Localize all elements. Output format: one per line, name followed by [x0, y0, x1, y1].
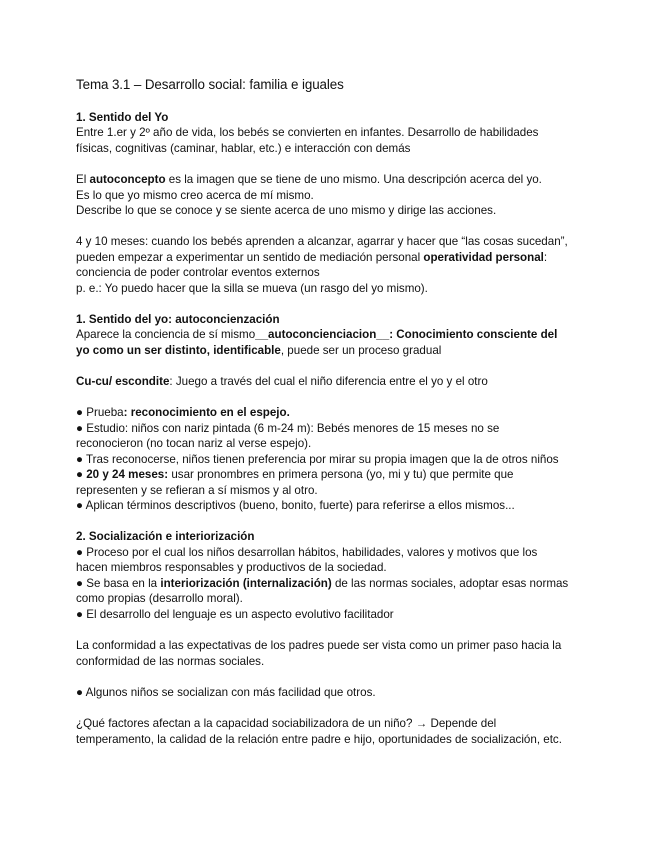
bullet-continuation: hacen miembros responsables y productivos de la sociedad. — [76, 561, 387, 574]
bullet-item: ● Tras reconocerse, niños tienen preferencia por mirar su propia imagen que la de otros niños — [76, 453, 559, 466]
paragraph-line: ¿Qué factores afectan a la capacidad sociabilizadora de un niño? → Depende del — [76, 717, 497, 730]
paragraph-line: conciencia de poder controlar eventos externos — [76, 266, 320, 279]
bold-term: : Conocimiento consciente del — [389, 328, 558, 341]
text-run: ● Se basa en la — [76, 577, 161, 590]
bullet-continuation: como propias (desarrollo moral). — [76, 592, 243, 605]
paragraph-line — [76, 343, 441, 358]
paragraph-line: Entre 1.er y 2º año de vida, los bebés se convierten en infantes. Desarrollo de habilidades — [76, 126, 539, 139]
section-heading-socializacion: 2. Socialización e interiorización — [76, 530, 255, 543]
page-title: Tema 3.1 – Desarrollo social: familia e iguales — [76, 77, 344, 92]
paragraph-line — [76, 327, 557, 342]
text-run: El — [76, 173, 90, 186]
bold-term: 20 y 24 meses: — [86, 468, 169, 481]
paragraph-line: 4 y 10 meses: cuando los bebés aprenden a alcanzar, agarrar y hacer que “las cosas sucedan”, — [76, 235, 568, 248]
paragraph-line: Describe lo que se conoce y se siente acerca de uno mismo y dirige las acciones. — [76, 204, 497, 217]
bold-term: operatividad personal — [423, 251, 544, 264]
bullet-continuation: representen y se refieran a sí mismos y al otro. — [76, 484, 318, 497]
paragraph-line: p. e.: Yo puedo hacer que la silla se mueva (un rasgo del yo mismo). — [76, 282, 428, 295]
paragraph-line: temperamento, la calidad de la relación entre padre e hijo, oportunidades de socialización, etc. — [76, 733, 562, 746]
section-heading-sentido-del-yo: 1. Sentido del Yo — [76, 111, 169, 124]
paragraph-line-cucu — [76, 374, 488, 389]
bold-term: autoconcepto — [89, 173, 166, 186]
bold-term: Cu-cu/ escondite — [76, 375, 170, 388]
bullet-item: ● Aplican términos descriptivos (bueno, bonito, fuerte) para referirse a ellos mismos... — [76, 499, 515, 512]
text-run: : — [543, 251, 548, 264]
bold-term: interiorización (internalización) — [160, 577, 332, 590]
bullet-item: ● Estudio: niños con nariz pintada (6 m-24 m): Bebés menores de 15 meses no se — [76, 422, 500, 435]
bold-term: : reconocimiento en el espejo. — [123, 406, 290, 419]
bullet-item — [76, 467, 514, 482]
text-run: pueden empezar a experimentar un sentido de mediación personal — [76, 251, 424, 264]
text-run: Aparece la conciencia de sí mismo — [76, 328, 256, 341]
bullet-item: ● Proceso por el cual los niños desarrollan hábitos, habilidades, valores y motivos que los — [76, 546, 538, 559]
paragraph-line: conformidad de las normas sociales. — [76, 655, 265, 668]
text-run: ● — [76, 468, 87, 481]
text-run: : Juego a través del cual el niño diferencia entre el yo y el otro — [169, 375, 488, 388]
paragraph-line-autoconcepto — [76, 172, 542, 187]
bold-term: yo como un ser distinto, identificable — [76, 344, 281, 357]
bullet-item — [76, 576, 568, 591]
section-heading-autoconcienzacion: 1. Sentido del yo: autoconcienzación — [76, 313, 280, 326]
text-run: de las normas sociales, adoptar esas normas — [331, 577, 569, 590]
text-run: es la imagen que se tiene de uno mismo. Una descripción acerca del yo. — [165, 173, 542, 186]
paragraph-line: Es lo que yo mismo creo acerca de mí mismo. — [76, 189, 314, 202]
paragraph-line: La conformidad a las expectativas de los padres puede ser vista como un primer paso hacia la — [76, 639, 562, 652]
paragraph-line: físicas, cognitivas (caminar, hablar, etc.) e interacción con demás — [76, 142, 411, 155]
text-run: , puede ser un proceso gradual — [280, 344, 442, 357]
bullet-item: ● El desarrollo del lenguaje es un aspecto evolutivo facilitador — [76, 608, 394, 621]
bullet-item — [76, 405, 290, 420]
paragraph-line-operatividad — [76, 250, 547, 265]
bullet-item: ● Algunos niños se socializan con más facilidad que otros. — [76, 686, 376, 699]
bullet-continuation: reconocieron (no tocan nariz al verse espejo). — [76, 437, 312, 450]
text-run: ● Prueba — [76, 406, 124, 419]
text-run: usar pronombres en primera persona (yo, mi y tu) que permite que — [168, 468, 514, 481]
bold-term: __autoconcienciacion__ — [255, 328, 390, 341]
